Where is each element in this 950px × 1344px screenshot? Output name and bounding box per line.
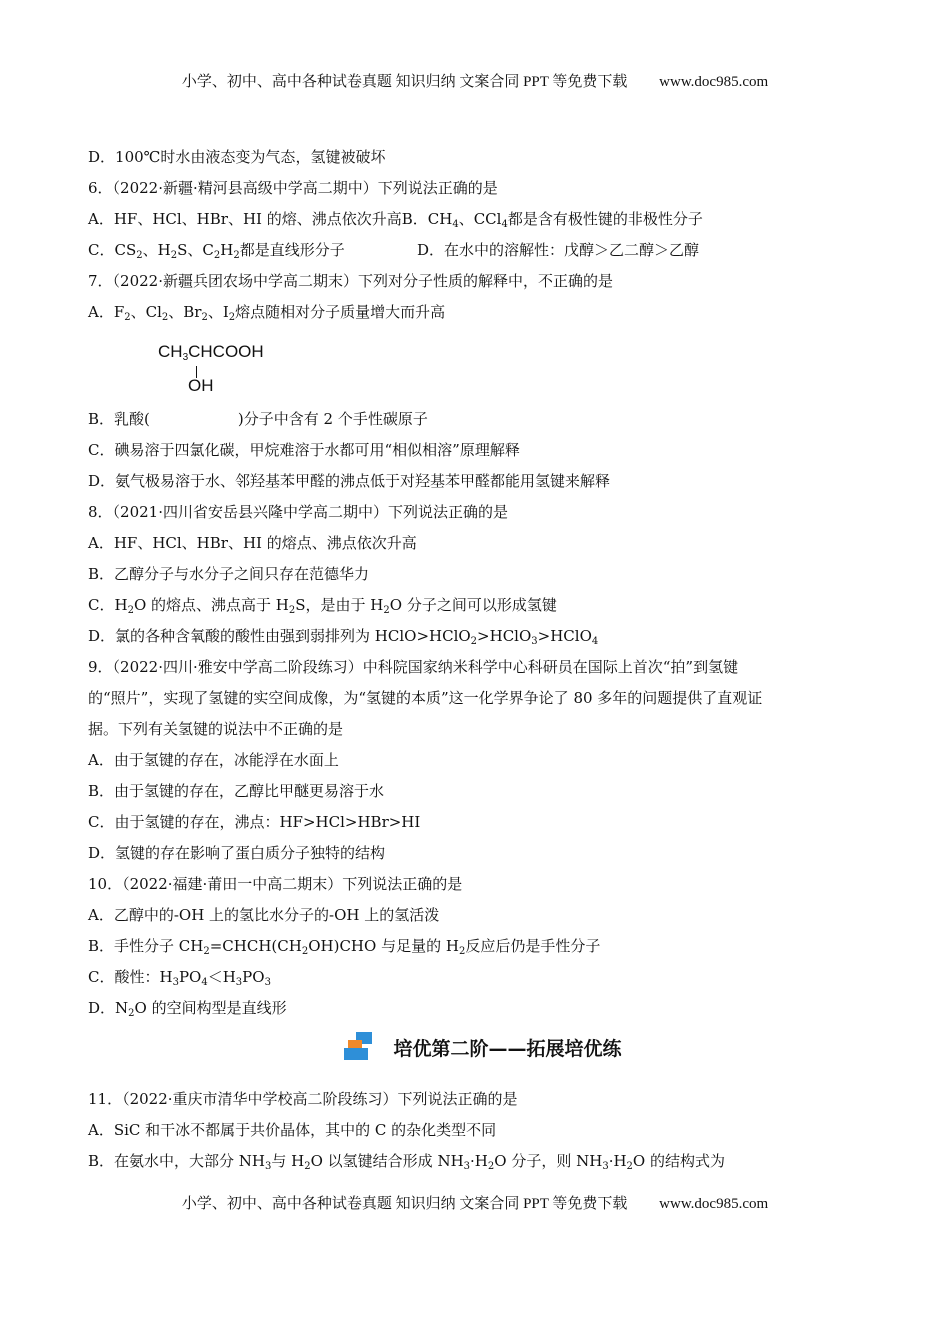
q8-stem: 8．（2021·四川省安岳县兴隆中学高二期中）下列说法正确的是 [88,503,508,521]
q6-stem: 6．（2022·新疆·精河县高级中学高二期中）下列说法正确的是 [88,179,498,197]
q9-stem-3: 据。下列有关氢键的说法中不正确的是 [88,720,344,738]
formula-hydroxyl: OH [188,376,214,395]
q10-option-a: A．乙醇中的-OH 上的氢比水分子的-OH 上的氢活泼 [88,906,440,924]
q10-option-c: C．酸性：$H_3PO_4<H_3PO_3$ [88,968,271,988]
q9-stem-2: 的“照片”，实现了氢键的实空间成像，为“氢键的本质”这一化学界争论了 80 多年的问题提供了直观证 [88,689,763,707]
q10-option-d: D．$N_2O$ 的空间构型是直线形 [88,999,287,1019]
q11-option-b: B．在氨水中，大部分 $NH_3$与 $H_2O$ 以氢键结合形成 $NH_3\cdot H_2O$ 分子，则 $NH_3\cdot H_2O$ 的结构式为 [88,1152,725,1172]
q9-option-b: B．由于氢键的存在，乙醇比甲醚更易溶于水 [88,782,385,800]
q10-option-b: B．手性分子 $CH_2=CHCH(CH_2OH)CHO$ 与足量的 $H_2$反应后仍是手性分子 [88,937,601,957]
q11-stem: 11．（2022·重庆市清华中学校高二阶段练习）下列说法正确的是 [88,1090,518,1108]
section-title: 培优第二阶——拓展培优练 [393,1037,622,1060]
q7-option-d: D．氨气极易溶于水、邻羟基苯甲醛的沸点低于对羟基苯甲醛都能用氢键来解释 [88,472,611,490]
lactic-acid-formula [88,342,878,404]
q9-option-c: C．由于氢键的存在，沸点：HF>HCl>HBr>HI [88,813,421,831]
q6-option-d: D．在水中的溶解性：戊醇＞乙二醇＞乙醇 [417,241,700,259]
q6-options-ab [88,204,878,235]
section-heading [88,1032,878,1084]
q9-stem-1: 9．（2022·四川·雅安中学高二阶段练习）中科院国家纳米科学中心科研员在国际上首次“拍”到氢键 [88,658,739,676]
page-footer [0,1192,950,1213]
footer-url: www.doc985.com [659,1196,769,1212]
header-text: 小学、初中、高中各种试卷真题 知识归纳 文案合同 PPT 等免费下载 [181,74,628,90]
formula-main-chain: $CH_3CHCOOH$ [158,342,264,363]
section-blocks-icon [344,1032,384,1062]
q8-option-d: D．氯的各种含氧酸的酸性由强到弱排列为 HClO>HClO$_2$>HClO$_3$>HClO$_4$ [88,627,599,647]
q10-stem: 10．（2022·福建·莆田一中高二期末）下列说法正确的是 [88,875,463,893]
footer-text: 小学、初中、高中各种试卷真题 知识归纳 文案合同 PPT 等免费下载 [181,1196,628,1212]
document-body [88,142,878,1177]
q7-option-b: B．乳酸( )分子中含有 2 个手性碳原子 [88,410,428,428]
q7-option-c: C．碘易溶于四氯化碳，甲烷难溶于水都可用“相似相溶”原理解释 [88,441,520,459]
page-header [0,70,950,91]
q8-option-b: B．乙醇分子与水分子之间只存在范德华力 [88,565,370,583]
q8-option-c: C．$H_2O$ 的熔点、沸点高于 $H_2S$，是由于 $H_2O$ 分子之间可以形成氢键 [88,596,557,616]
q6-options-cd [88,235,878,266]
q7-option-a: A．$F_2$、$Cl_2$、$Br_2$、$I_2$熔点随相对分子质量增大而升高 [88,303,446,323]
q8-option-a: A．HF、HCl、HBr、HI 的熔点、沸点依次升高 [88,534,417,552]
q6-option-b: B．$CH_4$、CCl$_4$都是含有极性键的非极性分子 [401,210,703,230]
q5-option-d: D．100℃时水由液态变为气态，氢键被破坏 [88,148,386,166]
q11-option-a: A．SiC 和干冰不都属于共价晶体，其中的 C 的杂化类型不同 [88,1121,497,1139]
q9-option-a: A．由于氢键的存在，冰能浮在水面上 [88,751,339,769]
q6-option-c: C．$CS_2$、$H_2S$、$C_2H_2$都是直线形分子 [88,241,345,261]
q7-stem: 7．（2022·新疆兵团农场中学高二期末）下列对分子性质的解释中，不正确的是 [88,272,613,290]
q9-option-d: D．氢键的存在影响了蛋白质分子独特的结构 [88,844,386,862]
q6-option-a: A．HF、HCl、HBr、HI 的熔、沸点依次升高 [88,210,402,228]
header-url: www.doc985.com [659,74,769,90]
